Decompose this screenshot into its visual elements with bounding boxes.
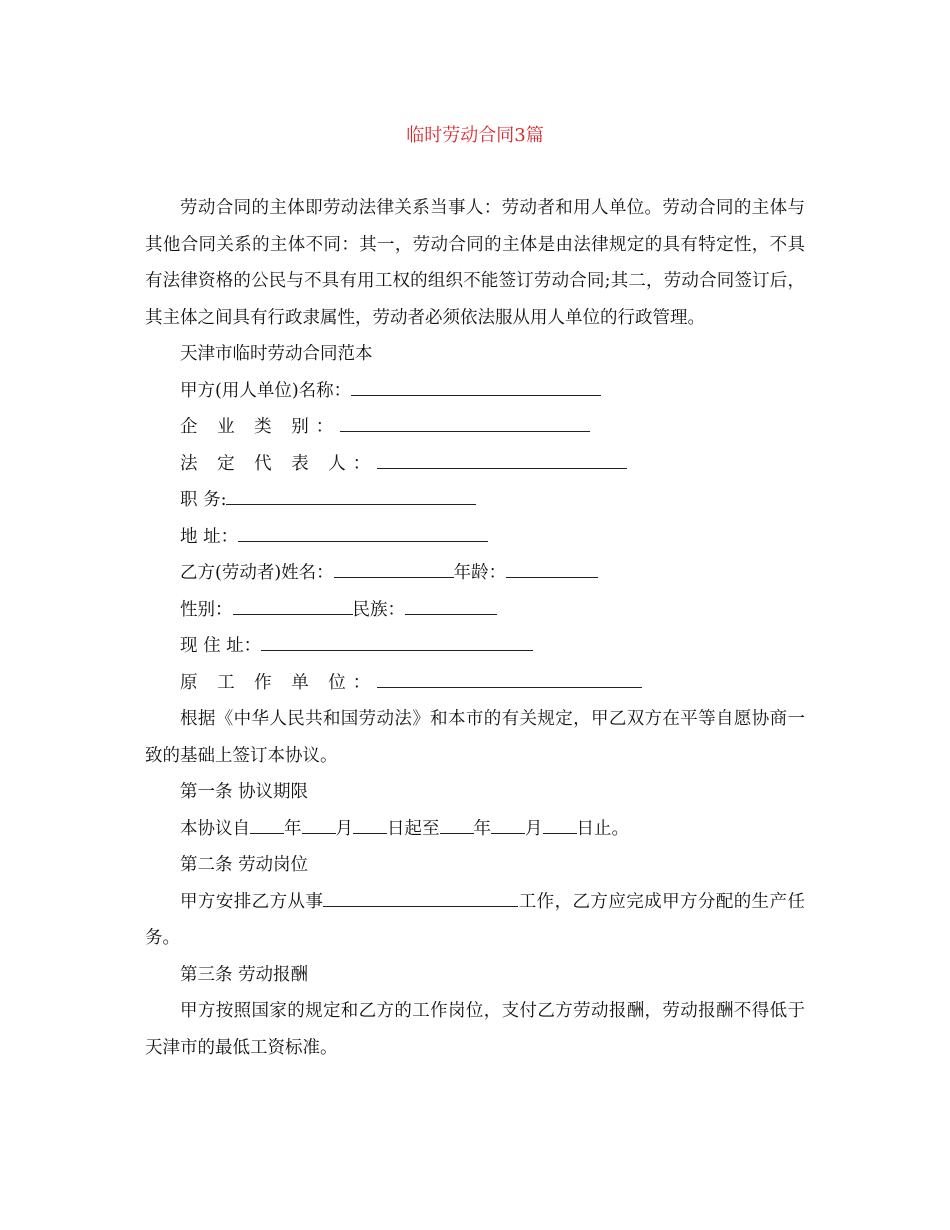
article-1-heading: 第一条 协议期限 (180, 782, 309, 802)
former-employer-row (145, 665, 805, 702)
gender-label: 性别： (180, 599, 233, 620)
ethnicity-label: 民族： (352, 599, 405, 620)
current-address-label: 现 住 址： (180, 636, 262, 656)
party-b-name-blank (334, 561, 454, 578)
enterprise-type-row (145, 409, 805, 446)
party-b-name-label: 乙方(劳动者)姓名： (180, 563, 334, 583)
enterprise-type-blank (340, 415, 590, 432)
article-2-heading: 第二条 劳动岗位 (180, 855, 309, 875)
start-year-blank (250, 817, 284, 834)
legal-rep-row (145, 446, 805, 483)
start-day-blank (353, 817, 387, 834)
enterprise-type-label: 企 业 类 别： (180, 417, 341, 437)
former-employer-label: 原 工 作 单 位： (180, 672, 378, 693)
gender-blank (233, 598, 353, 615)
party-a-name-row (145, 373, 805, 410)
end-month-blank (491, 817, 525, 834)
legal-rep-blank (377, 452, 627, 469)
basis-paragraph: 根据《中华人民共和国劳动法》和本市的有关规定，甲乙双方在平等自愿协商一致的基础上签订本协议。 (145, 709, 805, 766)
position-row (145, 482, 805, 519)
party-b-row (145, 555, 805, 592)
current-address-row (145, 628, 805, 665)
start-month-blank (302, 817, 336, 834)
former-employer-blank (377, 671, 642, 688)
intro-paragraph: 劳动合同的主体即劳动法律关系当事人：劳动者和用人单位。劳动合同的主体与其他合同关系的主体不同：其一，劳动合同的主体是由法律规定的具有特定性，不具有法律资格的公民与不具有用工权的组织不能签订劳动合同;其二，劳动合同签订后，其主体之间具有行政隶属性，劳动者必须依法服从用人单位的行政管理。 (145, 198, 805, 328)
article-3-heading: 第三条 劳动报酬 (180, 964, 309, 985)
article-2-text: 甲方安排乙方从事 工作，乙方应完成甲方分配的生产任务。 (145, 891, 806, 948)
end-year-blank (440, 817, 474, 834)
age-blank (506, 561, 598, 578)
article-1-text: 本协议自 年 月 日起至 年 月 日止。 (180, 818, 629, 839)
party-a-name-blank (351, 379, 601, 396)
gender-row (145, 592, 805, 629)
job-blank (323, 890, 518, 907)
address-label: 地 址： (180, 526, 239, 547)
current-address-blank (261, 634, 533, 651)
address-row (145, 519, 805, 556)
position-blank (226, 488, 476, 505)
position-label: 职 务: (180, 490, 227, 510)
sample-heading: 天津市临时劳动合同范本 (180, 344, 373, 364)
age-label: 年龄： (453, 563, 507, 583)
article-3-text: 甲方按照国家的规定和乙方的工作岗位，支付乙方劳动报酬，劳动报酬不得低于天津市的最低工资标准。 (145, 1001, 805, 1058)
address-blank (238, 525, 488, 542)
party-a-name-label: 甲方(用人单位)名称： (180, 380, 352, 401)
document-title: 临时劳动合同3篇 (406, 125, 544, 146)
document-body (145, 190, 805, 1066)
end-day-blank (543, 817, 577, 834)
ethnicity-blank (405, 598, 497, 615)
legal-rep-label: 法 定 代 表 人： (180, 453, 378, 474)
